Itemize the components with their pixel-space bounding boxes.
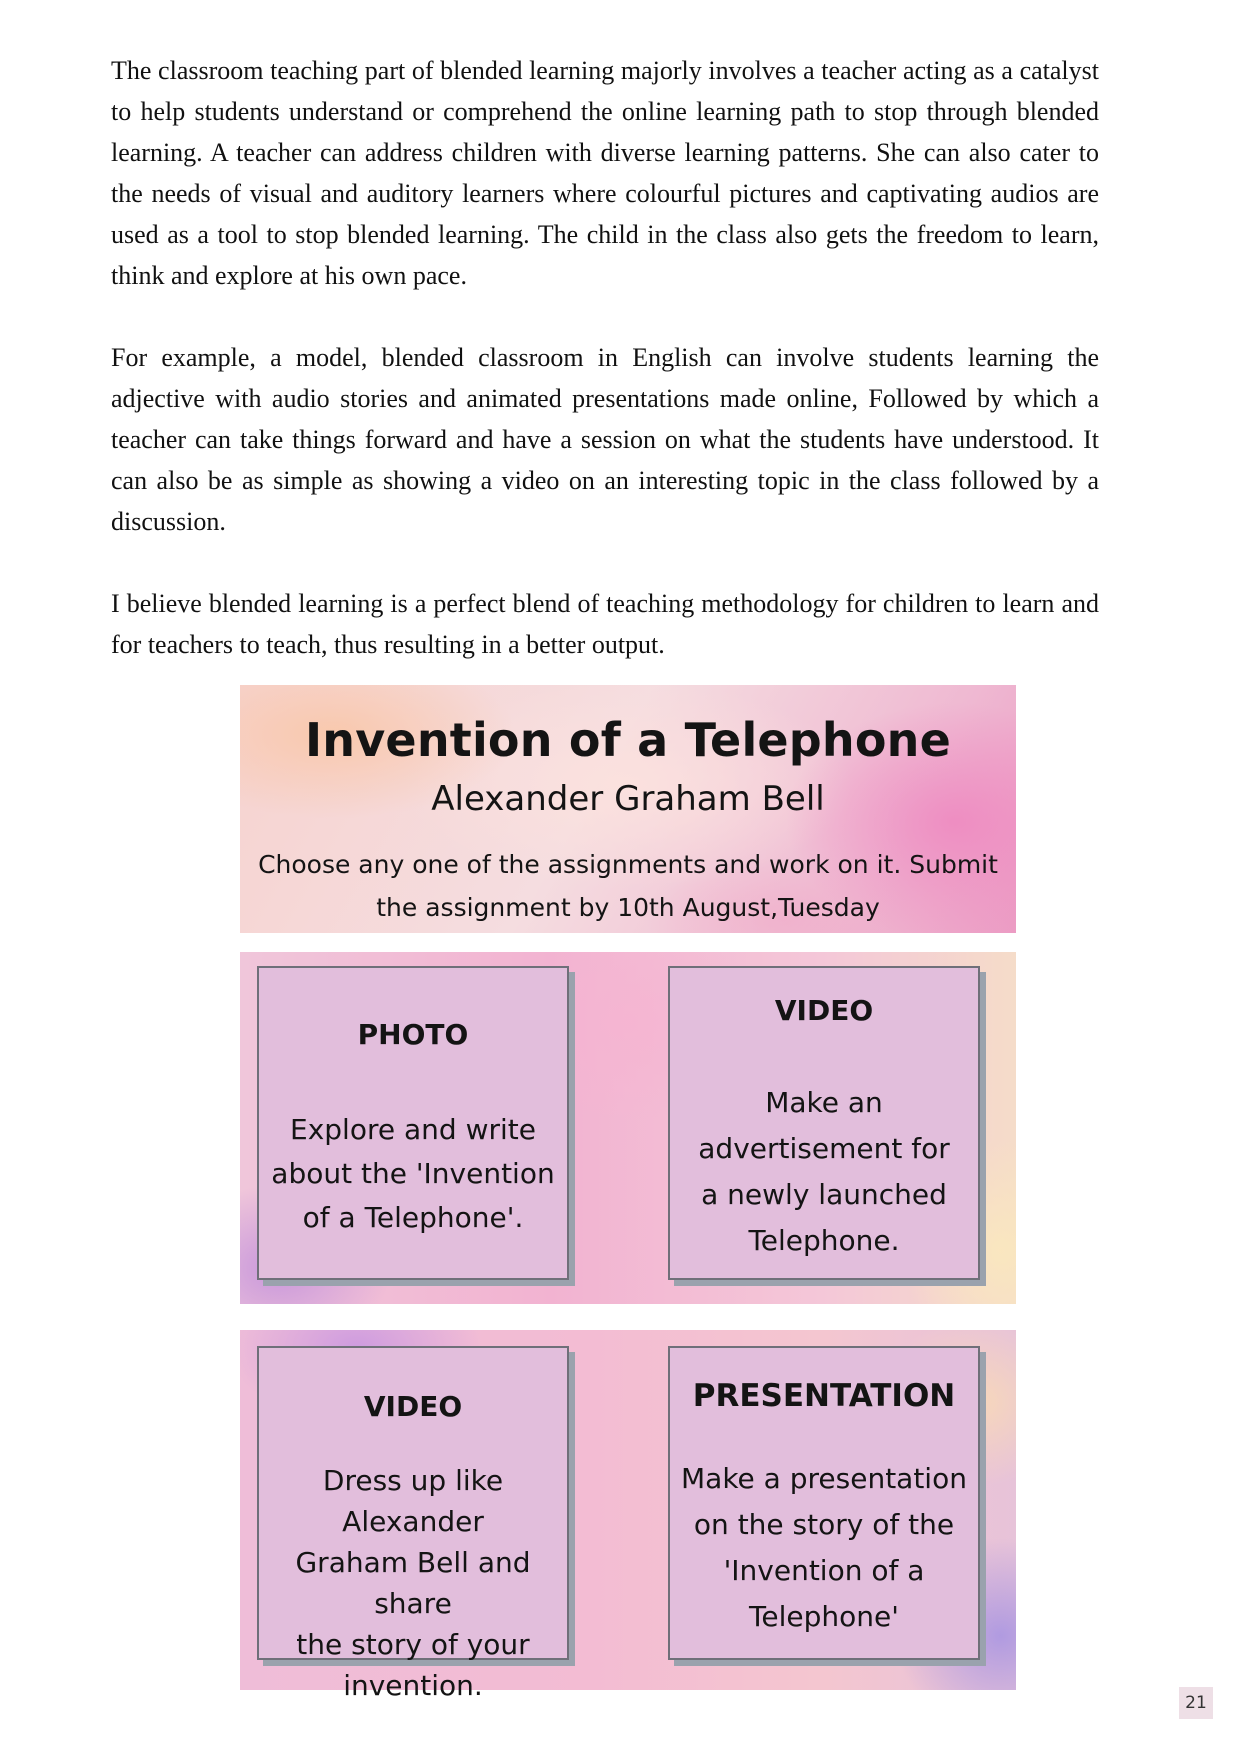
card-description-line: invention.	[343, 1669, 483, 1702]
card-description-line: Telephone.	[748, 1224, 900, 1257]
card-title: PHOTO	[357, 1018, 469, 1051]
card-description-line: the story of your	[296, 1628, 530, 1661]
card-title: VIDEO	[774, 994, 874, 1027]
assignment-card-presentation	[668, 1346, 980, 1660]
card-description-line: Make an	[765, 1086, 883, 1119]
card-title: PRESENTATION	[692, 1378, 956, 1414]
card-description	[676, 1456, 972, 1640]
assignment-title: Invention of a Telephone	[304, 713, 952, 767]
card-description-line: Dress up like Alexander	[322, 1464, 504, 1538]
assignment-card-video-dress-up	[257, 1346, 569, 1702]
card-description	[265, 1460, 561, 1706]
card-description-line: Telephone'	[749, 1600, 899, 1633]
body-paragraph-1: The classroom teaching part of blended learning majorly involves a teacher acting as a catalyst to help students understand or comprehend the online learning path to stop through blended learning. A teacher can address children with diverse learning patterns. She can also cater to the needs of visual and auditory learners where colourful pictures and captivating audios are used as a tool to stop blended learning. The child in the class also gets the freedom to learn, think and explore at his own pace.	[111, 56, 1099, 290]
body-paragraph-3: I believe blended learning is a perfect blend of teaching methodology for children to learn and for teachers to teach, thus resulting in a better output.	[111, 589, 1099, 659]
card-description-line: a newly launched	[701, 1178, 947, 1211]
assignment-cards-row-2	[240, 1330, 1016, 1702]
assignment-cards-row-1	[240, 952, 1016, 1304]
card-description-line: Graham Bell and share	[295, 1546, 531, 1620]
card-description-line: Explore and write	[290, 1113, 536, 1146]
card-title: VIDEO	[363, 1390, 463, 1423]
page-number: 21	[1179, 1687, 1213, 1719]
card-description-line: on the story of the	[693, 1508, 955, 1541]
card-description	[676, 1080, 972, 1264]
card-description	[265, 1108, 561, 1240]
card-description-line: Make a presentation	[681, 1462, 967, 1495]
card-description-line: advertisement for	[698, 1132, 950, 1165]
card-description-line: about the 'Invention	[271, 1157, 555, 1190]
assignment-card-video-advertisement	[668, 966, 980, 1280]
assignment-instructions-line-2: the assignment by 10th August,Tuesday	[376, 893, 880, 922]
assignment-instructions-line-1: Choose any one of the assignments and work on it. Submit	[258, 850, 998, 879]
assignment-card-photo	[257, 966, 569, 1280]
assignment-header-banner	[240, 685, 1016, 933]
card-description-line: 'Invention of a	[723, 1554, 925, 1587]
assignment-instructions	[240, 843, 1016, 929]
body-paragraph-2: For example, a model, blended classroom in English can involve students learning the adjective with audio stories and animated presentations made online, Followed by which a teacher can take things forward and have a session on what the students have understood. It can also be as simple as showing a video on an interesting topic in the class followed by a discussion.	[111, 343, 1099, 536]
card-description-line: of a Telephone'.	[302, 1201, 524, 1234]
assignment-subtitle: Alexander Graham Bell	[431, 779, 825, 819]
